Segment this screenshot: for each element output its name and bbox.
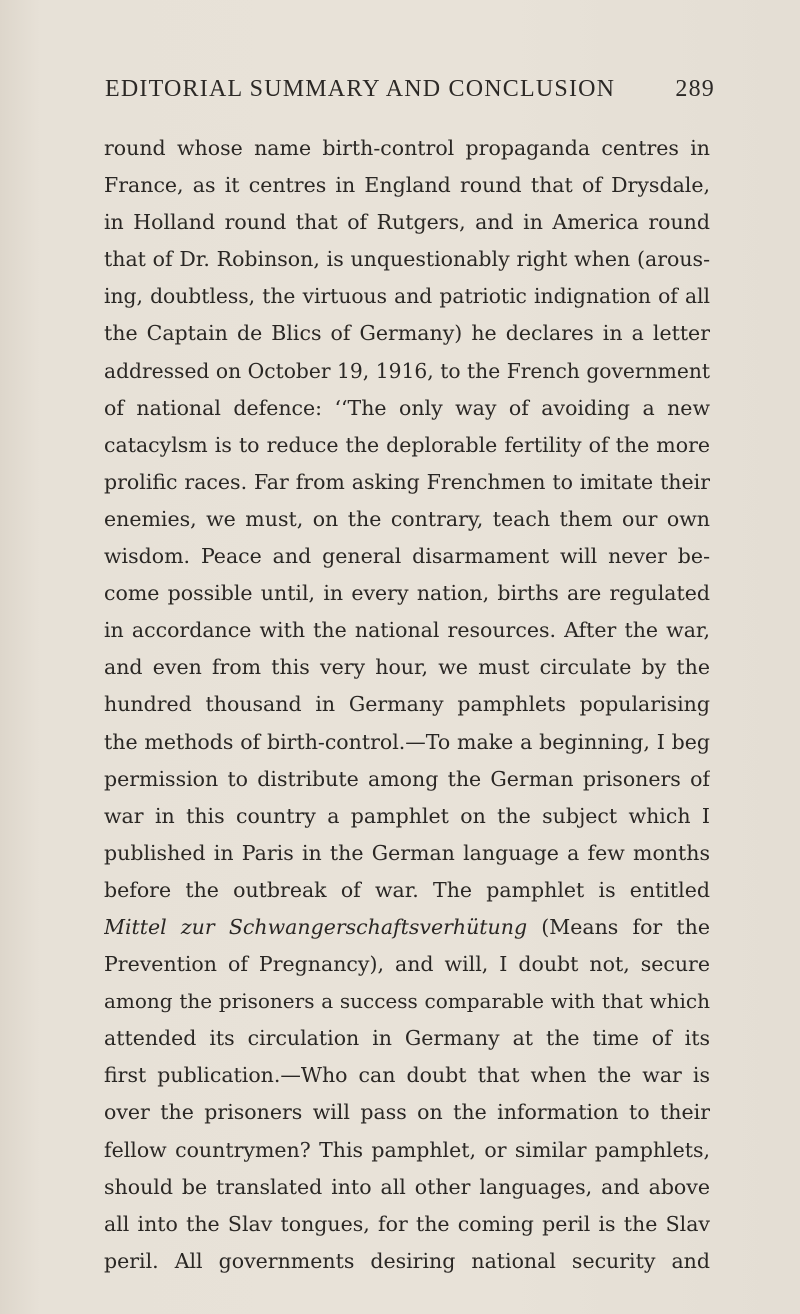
page-number: 289 — [675, 76, 715, 102]
text-line: published in Paris in the German language a few months — [104, 840, 710, 865]
body-text — [104, 130, 710, 1280]
text-line: before the outbreak of war. The pamphlet is entitled — [104, 877, 710, 902]
text-line: permission to distribute among the German prisoners of — [104, 766, 710, 791]
text-line: and even from this very hour, we must circulate by the — [104, 655, 710, 680]
text-line: Prevention of Pregnancy), and will, I doubt not, secure — [104, 952, 710, 977]
text-line: addressed on October 19, 1916, to the French government — [104, 358, 710, 383]
text-line: come possible until, in every nation, births are regulated — [104, 581, 710, 606]
text-line: first publication.—Who can doubt that when the war is — [104, 1063, 710, 1088]
text-line: hundred thousand in Germany pamphlets popularising — [104, 692, 710, 717]
text-line: war in this country a pamphlet on the subject which I — [104, 803, 710, 828]
text-line: should be translated into all other languages, and above — [104, 1174, 710, 1199]
text-line: wisdom. Peace and general disarmament will never be- — [104, 544, 710, 569]
running-head — [105, 76, 715, 103]
text-line: in accordance with the national resources. After the war, — [104, 618, 710, 643]
text-line: enemies, we must, on the contrary, teach them our own — [104, 506, 710, 531]
text-line: fellow countrymen? This pamphlet, or similar pamphlets, — [104, 1137, 710, 1162]
text-line: of national defence: ‘‘The only way of avoiding a new — [104, 395, 710, 420]
text-line: prolific races. Far from asking Frenchmen to imitate their — [104, 469, 710, 494]
text-line: in Holland round that of Rutgers, and in America round — [104, 210, 710, 235]
text-line: catacylsm is to reduce the deplorable fertility of the more — [104, 432, 710, 457]
text-line: over the prisoners will pass on the information to their — [104, 1100, 710, 1125]
running-title: EDITORIAL SUMMARY AND CONCLUSION — [105, 76, 616, 102]
text-line: that of Dr. Robinson, is unquestionably right when (arous- — [104, 247, 710, 272]
pamphlet-title: Mittel zur Schwangerschaftsverhütung — [104, 914, 528, 939]
text-line: among the prisoners a success comparable with that which — [104, 989, 710, 1014]
text-line: round whose name birth-control propaganda centres in — [104, 136, 710, 160]
text-line: ing, doubtless, the virtuous and patriotic indignation of all — [104, 284, 710, 309]
text-line: the methods of birth-control.—To make a beginning, I beg — [104, 729, 710, 754]
text-line: the Captain de Blics of Germany) he declares in a letter — [104, 321, 710, 346]
text-line-with-title — [104, 909, 710, 946]
pamphlet-title-translation: (Means for the — [541, 914, 710, 939]
text-line: attended its circulation in Germany at the time of its — [104, 1026, 710, 1051]
text-line: France, as it centres in England round that of Drysdale, — [104, 173, 710, 198]
text-line: all into the Slav tongues, for the coming peril is the Slav — [104, 1211, 710, 1236]
text-line: peril. All governments desiring national security and — [104, 1248, 710, 1273]
